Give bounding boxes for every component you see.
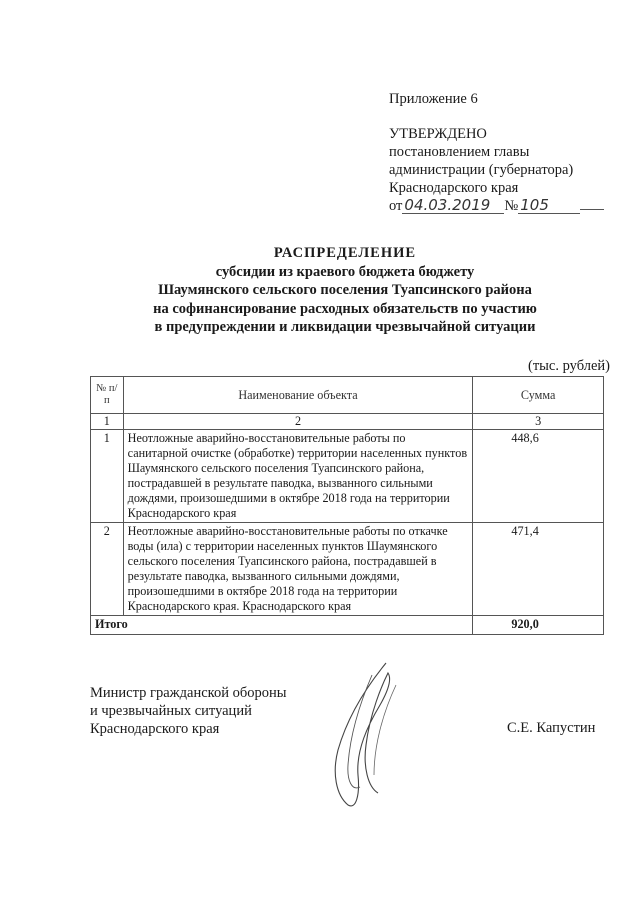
header-sum: Сумма (473, 377, 604, 414)
approval-date: 04.03.2019 (402, 197, 504, 214)
row-sum: 448,6 (473, 430, 604, 523)
signer-line-2: и чрезвычайных ситуаций (90, 703, 252, 719)
table-header-row (91, 377, 604, 414)
title-line-2: Шаумянского сельского поселения Туапсинского района (158, 282, 532, 298)
approval-date-line (389, 197, 629, 215)
document-title (80, 244, 610, 337)
header-no: № п/п (91, 377, 124, 414)
table-row (91, 430, 604, 523)
title-line-3: на софинансирование расходных обязательств по участию (153, 300, 537, 317)
row-no: 2 (91, 523, 124, 616)
row-sum: 471,4 (473, 523, 604, 616)
table-total-row (91, 616, 604, 635)
handwritten-signature-icon (308, 655, 428, 815)
units-label: (тыс. рублей) (528, 358, 610, 374)
number-sign: № (504, 198, 519, 214)
row-name: Неотложные аварийно-восстановительные работы по откачке воды (ила) с территории населенных пунктов Шаумянского сельского поселения Туапсинского района, пострадавшей в результате паводка, вызванного сильными дождями, произошедшими в октябре 2018 года на территории Краснодарского края. Краснодарского края (123, 523, 473, 616)
title-line-4: в предупреждении и ликвидации чрезвычайной ситуации (154, 319, 536, 335)
table-row (91, 523, 604, 616)
total-sum: 920,0 (473, 616, 604, 635)
approval-line-1: постановлением главы (389, 144, 530, 160)
annex-label: Приложение 6 (389, 91, 478, 107)
approved-label: УТВЕРЖДЕНО (389, 126, 487, 142)
table-index-row (91, 414, 604, 430)
index-cell: 3 (473, 414, 604, 430)
approval-number: 105 (518, 197, 580, 214)
header-name: Наименование объекта (123, 377, 473, 414)
index-cell: 2 (123, 414, 473, 430)
approval-block (389, 90, 629, 215)
total-label: Итого (91, 616, 473, 635)
approval-line-3: Краснодарского края (389, 180, 519, 196)
signer-name: С.Е. Капустин (507, 720, 596, 736)
title-line-1: субсидии из краевого бюджета бюджету (215, 263, 475, 280)
row-name: Неотложные аварийно-восстановительные работы по санитарной очистке (обработке) территории населенных пунктов Шаумянского сельского поселения Туапсинского района, пострадавшей в результате паводка, вызванного сильными дождями, произошедшими в октябре 2018 года на территории Краснодарского края (123, 430, 473, 523)
row-no: 1 (91, 430, 124, 523)
number-underline-tail (580, 209, 604, 210)
approval-line-2: администрации (губернатора) (389, 162, 574, 178)
date-prefix: от (389, 198, 403, 214)
signer-line-3: Краснодарского края (90, 721, 220, 737)
title-main: РАСПРЕДЕЛЕНИЕ (273, 245, 417, 261)
signer-line-1: Министр гражданской обороны (90, 685, 287, 701)
index-cell: 1 (91, 414, 124, 430)
budget-table (90, 376, 604, 635)
